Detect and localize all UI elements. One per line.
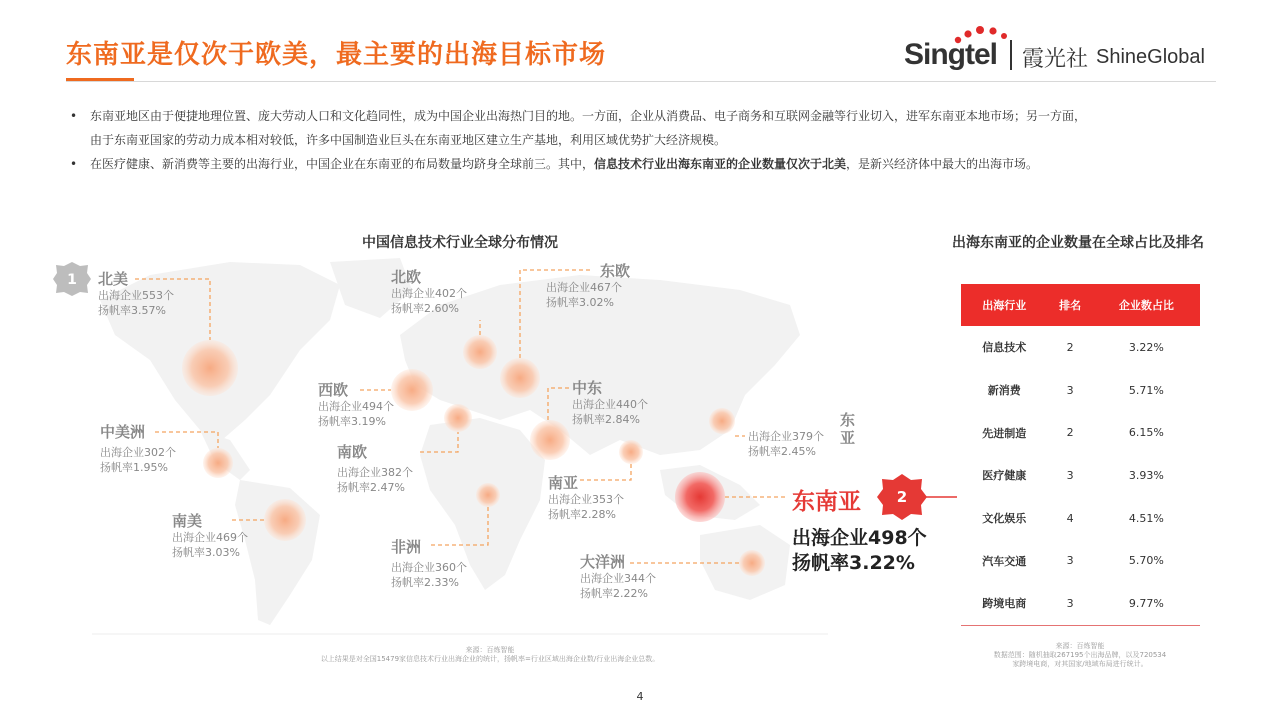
bubble-southeast-asia	[675, 472, 725, 522]
region-south-america	[172, 512, 248, 560]
region-count: 出海企业360个	[391, 561, 467, 574]
singtel-logo: Singtel	[904, 38, 998, 71]
region-rate: 扬帆率2.22%	[580, 587, 648, 600]
source-line: 以上结果是对全国15479家信息技术行业出海企业的统计，扬帆率=行业区域出海企业数/行业出海企业总数。	[320, 655, 660, 663]
table-row	[961, 326, 1200, 369]
industry-cell: 医疗健康	[982, 469, 1027, 483]
region-rate: 扬帆率2.60%	[391, 302, 459, 315]
region-name: 中东	[572, 379, 603, 397]
region-name: 南亚	[548, 474, 579, 492]
region-name: 南美	[172, 512, 203, 530]
region-name: 南欧	[337, 443, 368, 461]
region-africa	[391, 538, 467, 590]
industry-cell: 新消费	[987, 384, 1021, 398]
region-rate: 扬帆率3.19%	[318, 415, 386, 428]
region-rate: 扬帆率2.28%	[548, 508, 616, 521]
region-name: 非洲	[391, 538, 422, 556]
industry-rank-table	[961, 284, 1200, 626]
region-count: 出海企业344个	[580, 572, 656, 585]
region-oceania	[580, 553, 656, 601]
page-title: 东南亚是仅次于欧美，最主要的出海目标市场	[66, 40, 607, 70]
bubble-east-europe	[500, 358, 540, 398]
region-count: 出海企业302个	[100, 446, 176, 459]
bubble-north-europe	[463, 335, 497, 369]
rank-cell: 2	[1066, 340, 1074, 354]
sea-region-name: 东南亚	[792, 489, 861, 515]
region-count: 出海企业467个	[546, 281, 622, 294]
column-header: 排名	[1048, 284, 1093, 326]
share-cell: 4.51%	[1128, 511, 1164, 525]
region-name: 北欧	[391, 268, 422, 286]
bubble-oceania	[739, 550, 765, 576]
source-line: 来源：百炼智能	[1055, 642, 1105, 650]
sea-count: 出海企业498个	[792, 527, 927, 549]
industry-cell: 文化娱乐	[982, 512, 1027, 526]
rank-badge-1-label: 1	[67, 272, 77, 288]
region-south-europe	[337, 443, 413, 495]
share-cell: 3.22%	[1128, 340, 1164, 354]
bullet-line: 由于东南亚国家的劳动力成本相对较低，许多中国制造业巨头在东南亚地区建立生产基地，利用区域优势扩大经济规模。	[90, 133, 727, 147]
page-number: 4	[636, 690, 644, 703]
bullet-highlight: 信息技术行业出海东南亚的企业数量仅次于北美	[594, 157, 847, 171]
share-cell: 6.15%	[1128, 426, 1164, 440]
table-row	[961, 369, 1200, 412]
map-title: 中国信息技术行业全球分布情况	[362, 235, 558, 251]
table-row	[961, 582, 1200, 625]
region-count: 出海企业553个	[98, 289, 174, 302]
region-rate: 扬帆率3.02%	[546, 296, 614, 309]
column-header: 企业数占比	[1093, 284, 1200, 326]
sea-region-stats	[792, 526, 927, 576]
bubble-south-asia	[619, 440, 643, 464]
rank-badge-2-label: 2	[896, 488, 908, 506]
rank-cell: 3	[1066, 554, 1074, 568]
industry-cell: 先进制造	[982, 426, 1027, 440]
share-cell: 5.71%	[1128, 383, 1164, 397]
region-middle-east	[572, 379, 648, 427]
map-source-note	[290, 646, 690, 664]
rank-cell: 3	[1066, 383, 1074, 397]
region-rate: 扬帆率3.03%	[172, 546, 240, 559]
region-rate: 扬帆率2.47%	[337, 481, 405, 494]
region-count: 出海企业402个	[391, 287, 467, 300]
bubble-south-europe	[444, 404, 472, 432]
source-line: 家跨境电商，对其国家/地域布局进行统计。	[1012, 660, 1148, 668]
region-count: 出海企业382个	[337, 466, 413, 479]
bubble-central-america	[203, 448, 233, 478]
region-name: 北美	[98, 270, 129, 288]
region-name: 西欧	[318, 381, 349, 399]
region-south-asia	[548, 474, 624, 522]
region-rate: 扬帆率3.57%	[98, 304, 166, 317]
share-cell: 3.93%	[1128, 468, 1164, 482]
table-title: 出海东南亚的企业数量在全球占比及排名	[952, 235, 1204, 251]
region-east-asia	[748, 411, 856, 459]
sea-rate: 扬帆率3.22%	[792, 552, 915, 574]
table-row	[961, 497, 1200, 540]
rank-cell: 4	[1066, 511, 1074, 525]
industry-cell: 信息技术	[982, 341, 1027, 355]
region-central-america	[100, 423, 176, 475]
bullet-dot-icon: •	[70, 157, 78, 171]
table-row	[961, 411, 1200, 454]
region-north-america	[98, 270, 174, 318]
region-west-europe	[318, 381, 394, 429]
region-rate: 扬帆率2.33%	[391, 576, 459, 589]
industry-cell: 汽车交通	[982, 554, 1027, 568]
region-east-europe	[546, 262, 630, 310]
table-row	[961, 454, 1200, 497]
region-count: 出海企业440个	[572, 398, 648, 411]
column-header: 出海行业	[961, 284, 1048, 326]
industry-cell: 跨境电商	[961, 582, 1048, 625]
source-line: 来源：百炼智能	[465, 646, 515, 654]
bullet-text: ，是新兴经济体中最大的出海市场。	[846, 157, 1039, 171]
xiaguangshe-logo: 霞光社	[1022, 47, 1089, 72]
rank-cell: 2	[1066, 426, 1074, 440]
region-count: 出海企业379个	[748, 430, 824, 443]
rank-cell: 3	[1066, 468, 1074, 482]
share-cell: 5.70%	[1128, 554, 1164, 568]
bubble-east-asia	[709, 408, 735, 434]
bubble-south-america	[264, 499, 306, 541]
bullet-dot-icon: •	[70, 109, 78, 123]
region-name: 大洋洲	[580, 553, 626, 571]
region-rate: 扬帆率2.45%	[748, 445, 816, 458]
region-name: 东欧	[600, 262, 631, 280]
region-count: 出海企业353个	[548, 493, 624, 506]
bullet-text: 在医疗健康、新消费等主要的出海行业，中国企业在东南亚的布局数量均跻身全球前三。其中，	[90, 157, 595, 171]
share-cell: 9.77%	[1093, 582, 1200, 625]
region-rate: 扬帆率2.84%	[572, 413, 640, 426]
region-north-europe	[391, 268, 467, 316]
bubble-west-europe	[391, 369, 433, 411]
bullet-line: 东南亚地区由于便捷地理位置、庞大劳动人口和文化趋同性，成为中国企业出海热门目的地。一方面，企业从消费品、电子商务和互联网金融等行业切入，进军东南亚本地市场；另一方面，	[90, 109, 1087, 123]
region-count: 出海企业469个	[172, 531, 248, 544]
region-count: 出海企业494个	[318, 400, 394, 413]
table-row	[961, 539, 1200, 582]
bubble-middle-east	[530, 420, 570, 460]
region-rate: 扬帆率1.95%	[100, 461, 168, 474]
bubble-africa	[476, 483, 500, 507]
source-line: 数据范围：随机抽取267195个出海品牌，以及720534	[993, 651, 1167, 659]
shineglobal-logo: ShineGlobal	[1096, 46, 1205, 68]
region-name: 中美洲	[100, 423, 146, 441]
bubble-north-america	[182, 340, 238, 396]
region-name: 东亚	[840, 411, 856, 447]
rank-cell: 3	[1048, 582, 1093, 625]
table-source-note	[950, 642, 1210, 669]
table-header-row	[961, 284, 1200, 326]
